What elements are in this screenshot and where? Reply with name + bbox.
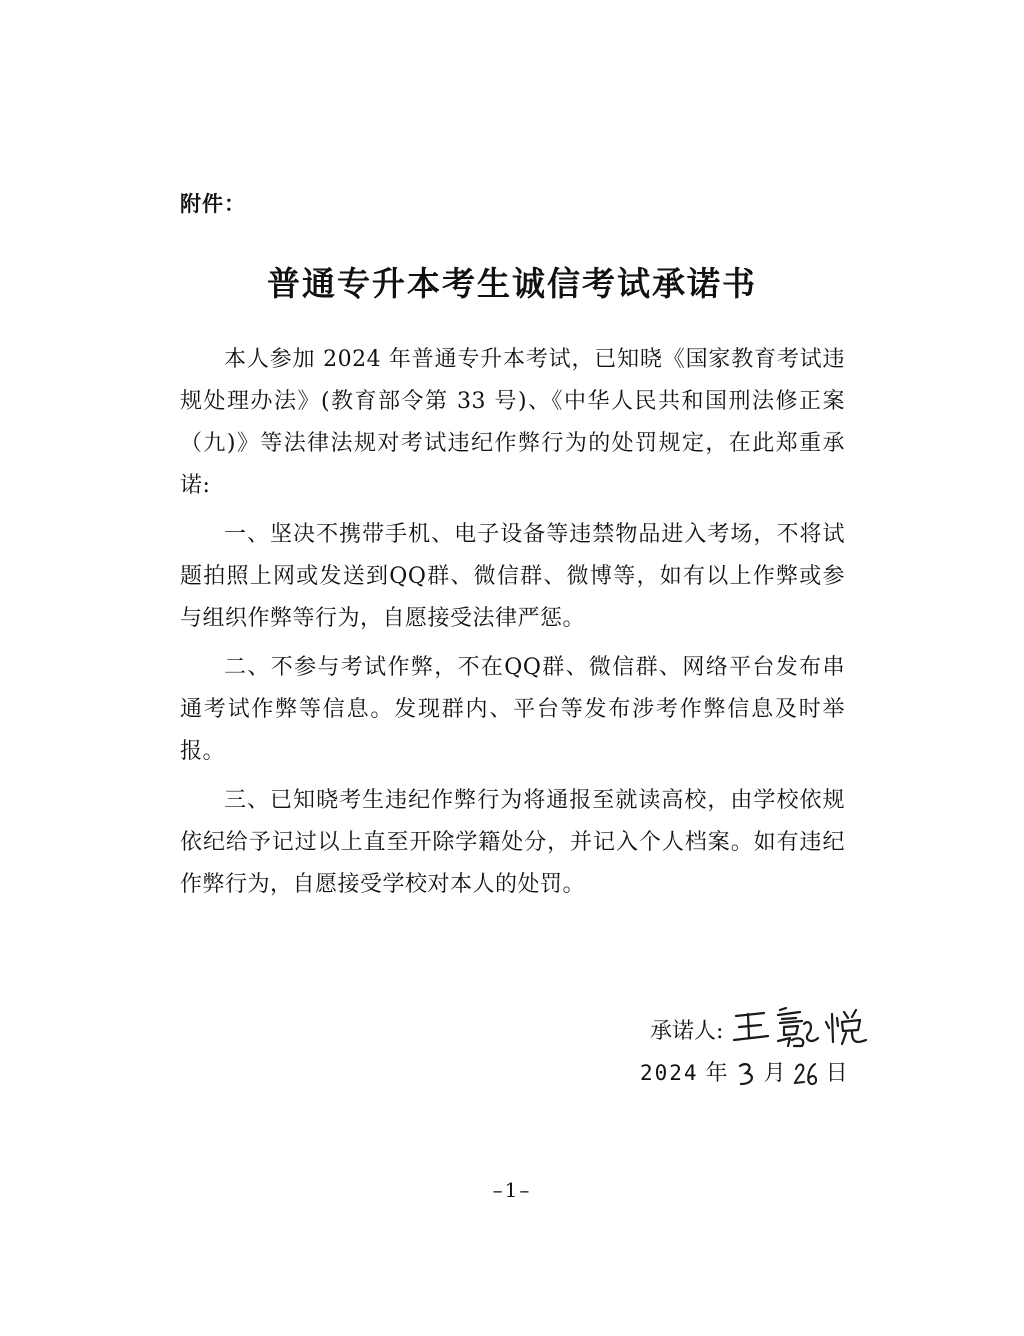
paragraph-pledge-2: 二、不参与考试作弊，不在QQ群、微信群、网络平台发布串通考试作弊等信息。发现群内、平台等发布涉考作弊信息及时举报。 xyxy=(180,655,845,764)
signature-block xyxy=(640,1000,900,1100)
attachment-label: 附件： xyxy=(180,191,246,216)
paragraph-intro: 本人参加 2024 年普通专升本考试，已知晓《国家教育考试违规处理办法》(教育部令第 33 号)、《中华人民共和国刑法修正案（九)》等法律法规对考试违纪作弊行为的处罚规定，在此郑重承诺: xyxy=(180,347,845,498)
date-day-unit: 日 xyxy=(825,1061,848,1086)
signature-date xyxy=(640,1056,848,1089)
handwritten-signature xyxy=(730,1000,880,1050)
date-month-unit: 月 xyxy=(763,1061,786,1086)
paragraph-pledge-3: 三、已知晓考生违纪作弊行为将通报至就读高校，由学校依规依纪给予记过以上直至开除学籍处分，并记入个人档案。如有违纪作弊行为，自愿接受学校对本人的处罚。 xyxy=(180,788,845,897)
handwritten-month xyxy=(735,1059,757,1089)
document-title: 普通专升本考生诚信考试承诺书 xyxy=(267,264,757,303)
document-body xyxy=(180,339,845,906)
signer-label: 承诺人: xyxy=(650,1019,724,1044)
date-year-unit: 年 xyxy=(705,1061,728,1086)
page-number: –1– xyxy=(492,1178,532,1202)
paragraph-pledge-1: 一、坚决不携带手机、电子设备等违禁物品进入考场，不将试题拍照上网或发送到QQ群、微信群、微博等，如有以上作弊或参与组织作弊等行为，自愿接受法律严惩。 xyxy=(180,522,845,631)
date-year: 2024 xyxy=(640,1061,699,1085)
handwritten-day xyxy=(793,1059,819,1089)
